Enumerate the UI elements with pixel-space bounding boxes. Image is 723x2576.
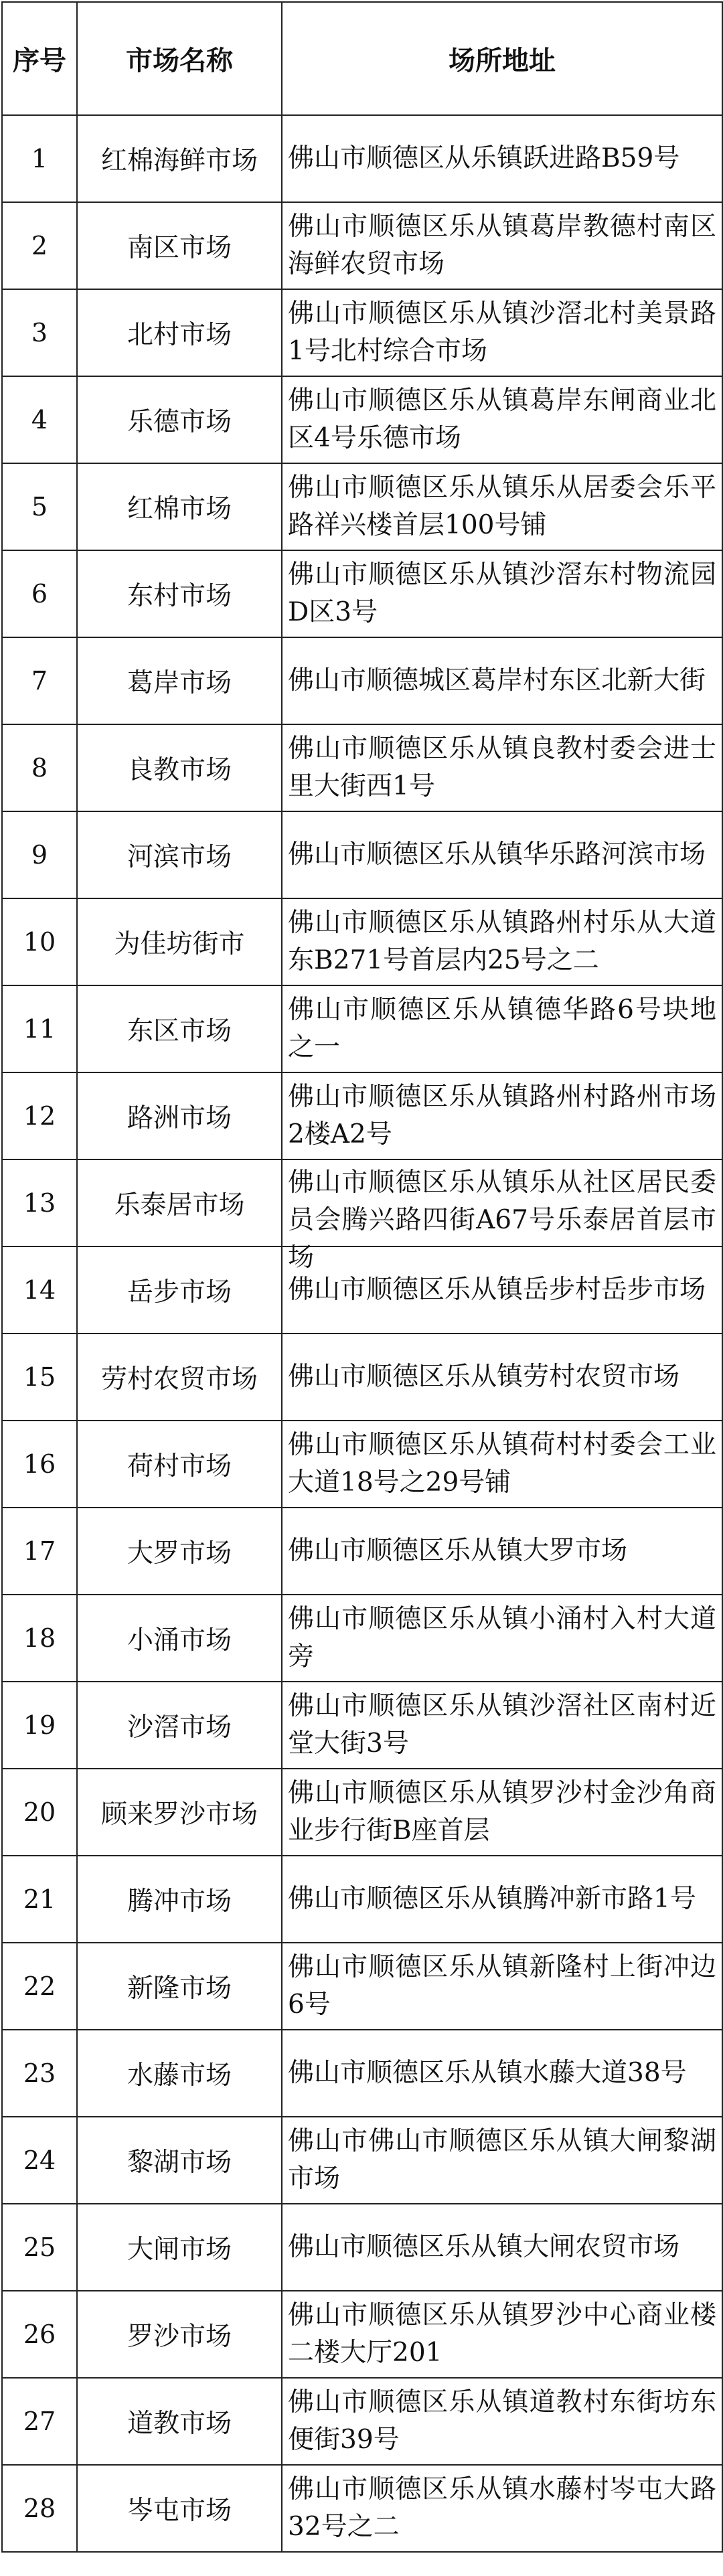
row-market-name: 为佳坊街市 [77, 898, 282, 985]
table-row [2, 1856, 722, 1943]
table-row [2, 1421, 722, 1508]
row-address: 佛山市佛山市顺德区乐从镇大闸黎湖市场 [288, 2126, 716, 2194]
row-index: 10 [2, 898, 77, 985]
row-address-cell [282, 376, 722, 463]
row-address: 佛山市顺德区乐从镇大罗市场 [288, 1536, 628, 1566]
row-market-name: 大闸市场 [77, 2204, 282, 2291]
row-address-cell [282, 202, 722, 289]
row-address: 佛山市顺德区乐从镇腾冲新市路1号 [288, 1884, 696, 1914]
row-index: 20 [2, 1769, 77, 1856]
row-address: 佛山市顺德区乐从镇乐从社区居民委员会腾兴路四街A67号乐泰居首层市场 [288, 1168, 716, 1273]
row-market-name: 北村市场 [77, 289, 282, 376]
row-address: 佛山市顺德区乐从镇罗沙中心商业楼二楼大厅201 [288, 2300, 716, 2368]
table-row [2, 985, 722, 1072]
row-index: 26 [2, 2291, 77, 2378]
row-market-name: 乐德市场 [77, 376, 282, 463]
row-address-cell [282, 1246, 722, 1334]
row-address-cell [282, 2465, 722, 2552]
table-row [2, 2291, 722, 2378]
row-market-name: 葛岸市场 [77, 637, 282, 724]
row-address: 佛山市顺德区乐从镇华乐路河滨市场 [288, 839, 706, 870]
row-index: 3 [2, 289, 77, 376]
row-address: 佛山市顺德区乐从镇沙滘社区南村近堂大街3号 [288, 1691, 716, 1759]
row-address-cell [282, 1421, 722, 1508]
table-row [2, 2465, 722, 2552]
table-row [2, 463, 722, 550]
row-market-name: 劳村农贸市场 [77, 1334, 282, 1421]
row-market-name: 黎湖市场 [77, 2117, 282, 2204]
row-address-cell [282, 1769, 722, 1856]
table-row [2, 811, 722, 898]
row-market-name: 新隆市场 [77, 1943, 282, 2030]
table-header-row [2, 2, 722, 115]
table-row [2, 550, 722, 637]
row-address-cell [282, 2291, 722, 2378]
row-market-name: 荷村市场 [77, 1421, 282, 1508]
table-row [2, 1334, 722, 1421]
row-index: 2 [2, 202, 77, 289]
row-address: 佛山市顺德区乐从镇新隆村上街冲边6号 [288, 1952, 716, 2020]
row-address: 佛山市顺德区乐从镇路州村路州市场2楼A2号 [288, 1082, 716, 1149]
row-address-cell [282, 115, 722, 202]
row-market-name: 红棉海鲜市场 [77, 115, 282, 202]
market-table [1, 1, 723, 2553]
row-index: 21 [2, 1856, 77, 1943]
row-address: 佛山市顺德区乐从镇小涌村入村大道旁 [288, 1604, 716, 1672]
row-address-cell [282, 2030, 722, 2117]
table-row [2, 376, 722, 463]
row-address-cell [282, 898, 722, 985]
row-address: 佛山市顺德区乐从镇荷村村委会工业大道18号之29号铺 [288, 1430, 716, 1498]
header-market-name: 市场名称 [77, 2, 282, 115]
row-market-name: 南区市场 [77, 202, 282, 289]
row-address: 佛山市顺德区乐从镇乐从居委会乐平路祥兴楼首层100号铺 [288, 473, 716, 540]
row-address-cell [282, 1943, 722, 2030]
row-market-name: 东区市场 [77, 985, 282, 1072]
row-market-name: 乐泰居市场 [77, 1159, 282, 1246]
row-index: 7 [2, 637, 77, 724]
row-index: 27 [2, 2378, 77, 2465]
row-address: 佛山市顺德区乐从镇葛岸教德村南区海鲜农贸市场 [288, 212, 716, 279]
row-address: 佛山市顺德区乐从镇岳步村岳步市场 [288, 1275, 706, 1305]
row-market-name: 岑屯市场 [77, 2465, 282, 2552]
row-index: 15 [2, 1334, 77, 1421]
row-index: 25 [2, 2204, 77, 2291]
row-market-name: 小涌市场 [77, 1595, 282, 1682]
row-address: 佛山市顺德区乐从镇葛岸东闸商业北区4号乐德市场 [288, 386, 716, 453]
row-address: 佛山市顺德区乐从镇沙滘东村物流园D区3号 [288, 560, 716, 627]
row-index: 28 [2, 2465, 77, 2552]
row-market-name: 岳步市场 [77, 1246, 282, 1334]
row-address-cell [282, 811, 722, 898]
row-address-cell [282, 724, 722, 811]
row-address-cell [282, 1595, 722, 1682]
row-address: 佛山市顺德区乐从镇水藤村岑屯大路32号之二 [288, 2474, 716, 2542]
row-address: 佛山市顺德区乐从镇水藤大道38号 [288, 2058, 687, 2088]
row-index: 5 [2, 463, 77, 550]
row-market-name: 河滨市场 [77, 811, 282, 898]
table-row [2, 289, 722, 376]
row-market-name: 罗沙市场 [77, 2291, 282, 2378]
row-market-name: 良教市场 [77, 724, 282, 811]
row-market-name: 大罗市场 [77, 1508, 282, 1595]
row-index: 23 [2, 2030, 77, 2117]
table-row [2, 637, 722, 724]
row-address: 佛山市顺德区乐从镇大闸农贸市场 [288, 2232, 680, 2262]
row-market-name: 东村市场 [77, 550, 282, 637]
row-address-cell [282, 1856, 722, 1943]
row-address: 佛山市顺德城区葛岸村东区北新大街 [288, 665, 706, 696]
row-address-cell [282, 985, 722, 1072]
row-address: 佛山市顺德区乐从镇良教村委会进士里大街西1号 [288, 734, 716, 801]
row-market-name: 路洲市场 [77, 1072, 282, 1159]
row-index: 22 [2, 1943, 77, 2030]
row-index: 9 [2, 811, 77, 898]
row-index: 6 [2, 550, 77, 637]
row-index: 1 [2, 115, 77, 202]
table-row [2, 2204, 722, 2291]
table-row [2, 2378, 722, 2465]
row-address: 佛山市顺德区乐从镇劳村农贸市场 [288, 1362, 680, 1392]
row-index: 19 [2, 1682, 77, 1769]
row-address-cell [282, 1682, 722, 1769]
row-index: 11 [2, 985, 77, 1072]
row-index: 13 [2, 1159, 77, 1246]
table-row [2, 1595, 722, 1682]
row-address-cell [282, 2117, 722, 2204]
row-market-name: 沙滘市场 [77, 1682, 282, 1769]
table-row [2, 2117, 722, 2204]
table-row [2, 1682, 722, 1769]
row-address-cell [282, 463, 722, 550]
row-address-cell [282, 1334, 722, 1421]
table-row [2, 1769, 722, 1856]
row-address-cell [282, 1508, 722, 1595]
row-index: 12 [2, 1072, 77, 1159]
header-address: 场所地址 [282, 2, 722, 115]
row-address-cell [282, 1072, 722, 1159]
table-body [2, 115, 722, 2552]
row-address: 佛山市顺德区乐从镇罗沙村金沙角商业步行街B座首层 [288, 1778, 716, 1846]
row-address-cell [282, 2378, 722, 2465]
row-index: 17 [2, 1508, 77, 1595]
row-index: 16 [2, 1421, 77, 1508]
row-index: 4 [2, 376, 77, 463]
row-market-name: 腾冲市场 [77, 1856, 282, 1943]
row-address-cell [282, 2204, 722, 2291]
row-address: 佛山市顺德区乐从镇道教村东街坊东便街39号 [288, 2387, 716, 2455]
row-index: 8 [2, 724, 77, 811]
row-address-cell [282, 1159, 722, 1273]
table-row [2, 1246, 722, 1334]
row-address: 佛山市顺德区乐从镇沙滘北村美景路1号北村综合市场 [288, 299, 716, 366]
row-address: 佛山市顺德区乐从镇德华路6号块地之一 [288, 995, 716, 1062]
row-address-cell [282, 289, 722, 376]
header-index: 序号 [2, 2, 77, 115]
row-market-name: 道教市场 [77, 2378, 282, 2465]
row-index: 14 [2, 1246, 77, 1334]
table-row [2, 202, 722, 289]
row-address-cell [282, 637, 722, 724]
table-row [2, 1508, 722, 1595]
row-address-cell [282, 550, 722, 637]
table-row [2, 2030, 722, 2117]
row-market-name: 水藤市场 [77, 2030, 282, 2117]
table-row [2, 1072, 722, 1159]
row-index: 18 [2, 1595, 77, 1682]
table-row [2, 724, 722, 811]
row-market-name: 顾来罗沙市场 [77, 1769, 282, 1856]
row-address: 佛山市顺德区乐从镇路州村乐从大道东B271号首层内25号之二 [288, 908, 716, 975]
row-address: 佛山市顺德区从乐镇跃进路B59号 [288, 143, 680, 173]
row-index: 24 [2, 2117, 77, 2204]
table-row [2, 115, 722, 202]
table-row [2, 1159, 722, 1246]
table-row [2, 1943, 722, 2030]
row-market-name: 红棉市场 [77, 463, 282, 550]
table-row [2, 898, 722, 985]
